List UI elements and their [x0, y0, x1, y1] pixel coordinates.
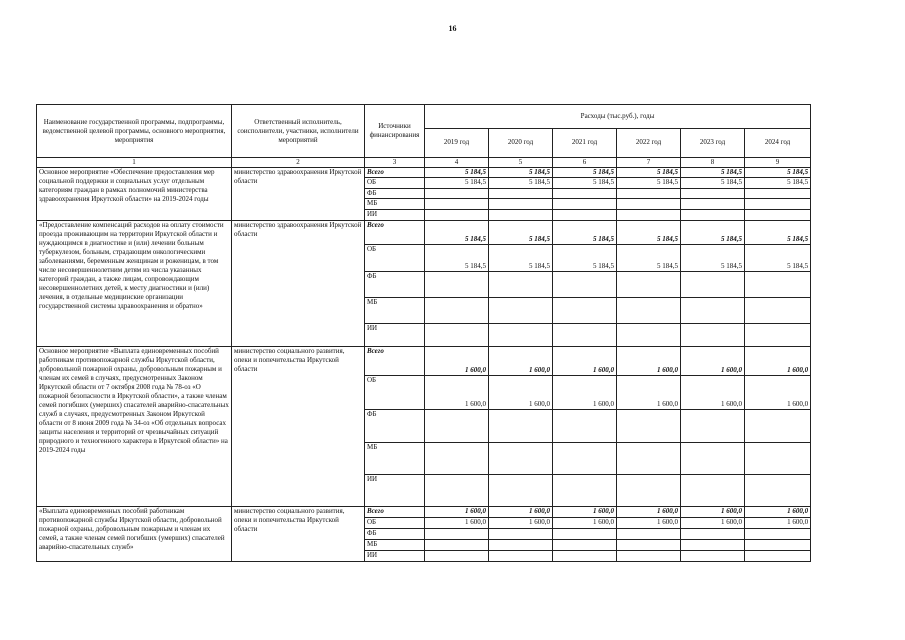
expense-value [617, 272, 681, 298]
expense-value: 5 184,5 [617, 168, 681, 178]
expense-value [425, 475, 489, 507]
expense-value: 1 600,0 [681, 507, 745, 518]
expense-value [745, 298, 811, 324]
expense-value: 1 600,0 [617, 507, 681, 518]
expense-value [745, 540, 811, 551]
expense-value [745, 199, 811, 210]
expense-value [489, 324, 553, 347]
expense-value [553, 410, 617, 443]
expense-value: 5 184,5 [681, 221, 745, 245]
activity-name: «Предоставление компенсаций расходов на оплату стоимости проезда проживающим на территории Иркутской области и нуждающимся в диагностике и (или) лечении больным туберкулезом, больным, страдающим онкологическими заболеваниями, беременным женщинам и роженицам, в том числе несовершеннолетним детям из числа указанных категорий граждан, а также лицам, сопровождающим несовершеннолетних детей, к месту диагностики и (или) лечения, в отдельные медицинские организации государственной системы здравоохранения и обратно» [37, 221, 232, 347]
expense-value: 5 184,5 [681, 245, 745, 272]
expense-value [425, 199, 489, 210]
expense-value: 1 600,0 [425, 518, 489, 529]
expense-value: 1 600,0 [745, 507, 811, 518]
expense-value [425, 210, 489, 221]
expense-value [553, 475, 617, 507]
expense-value: 1 600,0 [489, 347, 553, 376]
expense-value [617, 298, 681, 324]
expense-value: 1 600,0 [553, 507, 617, 518]
expense-value: 1 600,0 [681, 518, 745, 529]
executor: министерство социального развития, опеки и попечительства Иркутской области [232, 347, 365, 507]
expense-value [553, 272, 617, 298]
funding-source: МБ [365, 540, 425, 551]
expense-value [489, 529, 553, 540]
column-index: 6 [553, 158, 617, 168]
expense-value [617, 410, 681, 443]
expense-value [745, 443, 811, 475]
expense-value [425, 529, 489, 540]
expense-value [489, 272, 553, 298]
expense-value: 1 600,0 [553, 347, 617, 376]
expense-value [425, 551, 489, 562]
expense-value [425, 272, 489, 298]
column-index: 2 [232, 158, 365, 168]
funding-source: ИИ [365, 551, 425, 562]
expense-value [617, 551, 681, 562]
funding-source: МБ [365, 298, 425, 324]
expense-value: 5 184,5 [553, 178, 617, 189]
expense-value [553, 298, 617, 324]
funding-source: МБ [365, 443, 425, 475]
funding-source: ОБ [365, 518, 425, 529]
expense-value: 1 600,0 [745, 518, 811, 529]
funding-source: ИИ [365, 210, 425, 221]
header-year: 2020 год [489, 128, 553, 157]
funding-source: ОБ [365, 376, 425, 410]
expense-value: 1 600,0 [617, 518, 681, 529]
expense-value [617, 540, 681, 551]
header-executor: Ответственный исполнитель, соисполнители, участники, исполнители мероприятий [232, 105, 365, 158]
expense-value: 1 600,0 [617, 347, 681, 376]
expense-value: 5 184,5 [745, 178, 811, 189]
activity-name: Основное мероприятие «Выплата единовременных пособий работникам противопожарной службы Иркутской области, добровольной пожарной охраны, добровольным пожарным и членам их семей в случаях, предусмотренных Законом Иркутской области от 7 октября 2008 года № 78-оз «О пожарной безопасности в Иркутской области», а также членам семей погибших (умерших) спасателей аварийно-спасательных служб в случаях, предусмотренных Законом Иркутской области от 8 июня 2009 года № 34-оз «Об отдельных вопросах защиты населения и территорий от чрезвычайных ситуаций природного и техногенного характера в Иркутской области» на 2019-2024 годы [37, 347, 232, 507]
expense-value: 5 184,5 [425, 178, 489, 189]
funding-source: ФБ [365, 410, 425, 443]
expense-value [617, 210, 681, 221]
expense-value [553, 529, 617, 540]
expense-value: 1 600,0 [553, 376, 617, 410]
page-number: 16 [448, 24, 457, 33]
expense-value [489, 298, 553, 324]
header-year: 2023 год [681, 128, 745, 157]
expense-value [553, 443, 617, 475]
header-year: 2021 год [553, 128, 617, 157]
expense-value [489, 551, 553, 562]
expense-value: 5 184,5 [489, 168, 553, 178]
expense-value [425, 443, 489, 475]
expense-value: 5 184,5 [617, 178, 681, 189]
funding-source: Всего [365, 168, 425, 178]
expense-value: 5 184,5 [745, 168, 811, 178]
expense-value [553, 324, 617, 347]
expense-value [489, 210, 553, 221]
column-index: 1 [37, 158, 232, 168]
expense-value [681, 540, 745, 551]
table-row [37, 221, 811, 245]
funding-source: ИИ [365, 324, 425, 347]
activity-name: «Выплата единовременных пособий работникам противопожарной службы Иркутской области, добровольной пожарной охраны, добровольным пожарным и членам их семей, а также членам семей погибших (умерших) спасателей аварийно-спасательных служб» [37, 507, 232, 562]
executor: министерство социального развития, опеки и попечительства Иркутской области [232, 507, 365, 562]
expense-value: 1 600,0 [617, 376, 681, 410]
expense-value [681, 298, 745, 324]
expense-value [425, 189, 489, 199]
expense-value: 5 184,5 [489, 178, 553, 189]
expense-value: 5 184,5 [553, 221, 617, 245]
expense-value: 1 600,0 [425, 347, 489, 376]
expense-value [489, 443, 553, 475]
column-index: 3 [365, 158, 425, 168]
expense-value: 5 184,5 [617, 221, 681, 245]
expense-value [681, 199, 745, 210]
expense-value [553, 189, 617, 199]
funding-source: Всего [365, 507, 425, 518]
expense-value: 1 600,0 [681, 376, 745, 410]
expense-value: 1 600,0 [425, 376, 489, 410]
expense-value [681, 324, 745, 347]
expense-value: 5 184,5 [489, 221, 553, 245]
expense-value: 1 600,0 [425, 507, 489, 518]
funding-source: ФБ [365, 189, 425, 199]
expense-value: 1 600,0 [745, 347, 811, 376]
expense-value: 1 600,0 [489, 518, 553, 529]
expense-value: 5 184,5 [681, 178, 745, 189]
expense-value: 5 184,5 [617, 245, 681, 272]
column-index: 8 [681, 158, 745, 168]
expense-value [489, 189, 553, 199]
expense-value [745, 410, 811, 443]
expense-value: 5 184,5 [425, 221, 489, 245]
funding-source: ИИ [365, 475, 425, 507]
expense-value [425, 298, 489, 324]
expense-value [745, 272, 811, 298]
column-index: 9 [745, 158, 811, 168]
expense-value: 1 600,0 [681, 347, 745, 376]
expense-value [745, 210, 811, 221]
table-row [37, 507, 811, 518]
expense-value [553, 540, 617, 551]
expense-value: 5 184,5 [745, 245, 811, 272]
expense-value: 5 184,5 [681, 168, 745, 178]
header-name: Наименование государственной программы, подпрограммы, ведомственной целевой программы, основного мероприятия, мероприятия [37, 105, 232, 158]
expense-value [489, 410, 553, 443]
header-year: 2019 год [425, 128, 489, 157]
funding-source: Всего [365, 347, 425, 376]
expense-value: 5 184,5 [489, 245, 553, 272]
expense-value: 1 600,0 [745, 376, 811, 410]
expense-value [681, 475, 745, 507]
funding-source: ОБ [365, 178, 425, 189]
executor: министерство здравоохранения Иркутской области [232, 221, 365, 347]
table-row [37, 347, 811, 376]
expense-value [489, 540, 553, 551]
expense-value [617, 199, 681, 210]
expense-value [617, 324, 681, 347]
funding-source: ФБ [365, 272, 425, 298]
expense-value: 5 184,5 [425, 245, 489, 272]
executor: министерство здравоохранения Иркутской области [232, 168, 365, 221]
header-year: 2024 год [745, 128, 811, 157]
expense-value [745, 324, 811, 347]
expense-value: 1 600,0 [553, 518, 617, 529]
expense-value: 5 184,5 [745, 221, 811, 245]
expense-value [617, 443, 681, 475]
expense-value [489, 199, 553, 210]
expense-value [745, 189, 811, 199]
expense-value [681, 210, 745, 221]
expense-value [681, 443, 745, 475]
expense-value: 5 184,5 [425, 168, 489, 178]
expense-value [681, 551, 745, 562]
column-index: 4 [425, 158, 489, 168]
expense-value [553, 199, 617, 210]
expense-value [617, 529, 681, 540]
table-row [37, 168, 811, 178]
expense-value [745, 475, 811, 507]
expense-value [425, 410, 489, 443]
expense-value: 1 600,0 [489, 376, 553, 410]
expense-value: 5 184,5 [553, 245, 617, 272]
expenses-table [36, 104, 811, 562]
expense-value [745, 551, 811, 562]
header-expenses: Расходы (тыс.руб.), годы [425, 105, 811, 129]
expense-value [617, 189, 681, 199]
column-index: 7 [617, 158, 681, 168]
funding-source: ФБ [365, 529, 425, 540]
expense-value: 5 184,5 [553, 168, 617, 178]
expense-value [745, 529, 811, 540]
expense-value [617, 475, 681, 507]
expense-value [425, 540, 489, 551]
expense-value [553, 551, 617, 562]
activity-name: Основное мероприятие «Обеспечение предоставления мер социальной поддержки и социальных услуг отдельным категориям граждан в рамках полномочий министерства здравоохранения Иркутской области» на 2019-2024 годы [37, 168, 232, 221]
expense-value [425, 324, 489, 347]
funding-source: Всего [365, 221, 425, 245]
expense-value [681, 189, 745, 199]
header-source: Источники финансирования [365, 105, 425, 158]
expense-value [681, 529, 745, 540]
expense-value [681, 272, 745, 298]
expense-value [553, 210, 617, 221]
expense-value [489, 475, 553, 507]
funding-source: ОБ [365, 245, 425, 272]
header-year: 2022 год [617, 128, 681, 157]
expense-value: 1 600,0 [489, 507, 553, 518]
expense-value [681, 410, 745, 443]
funding-source: МБ [365, 199, 425, 210]
column-index: 5 [489, 158, 553, 168]
